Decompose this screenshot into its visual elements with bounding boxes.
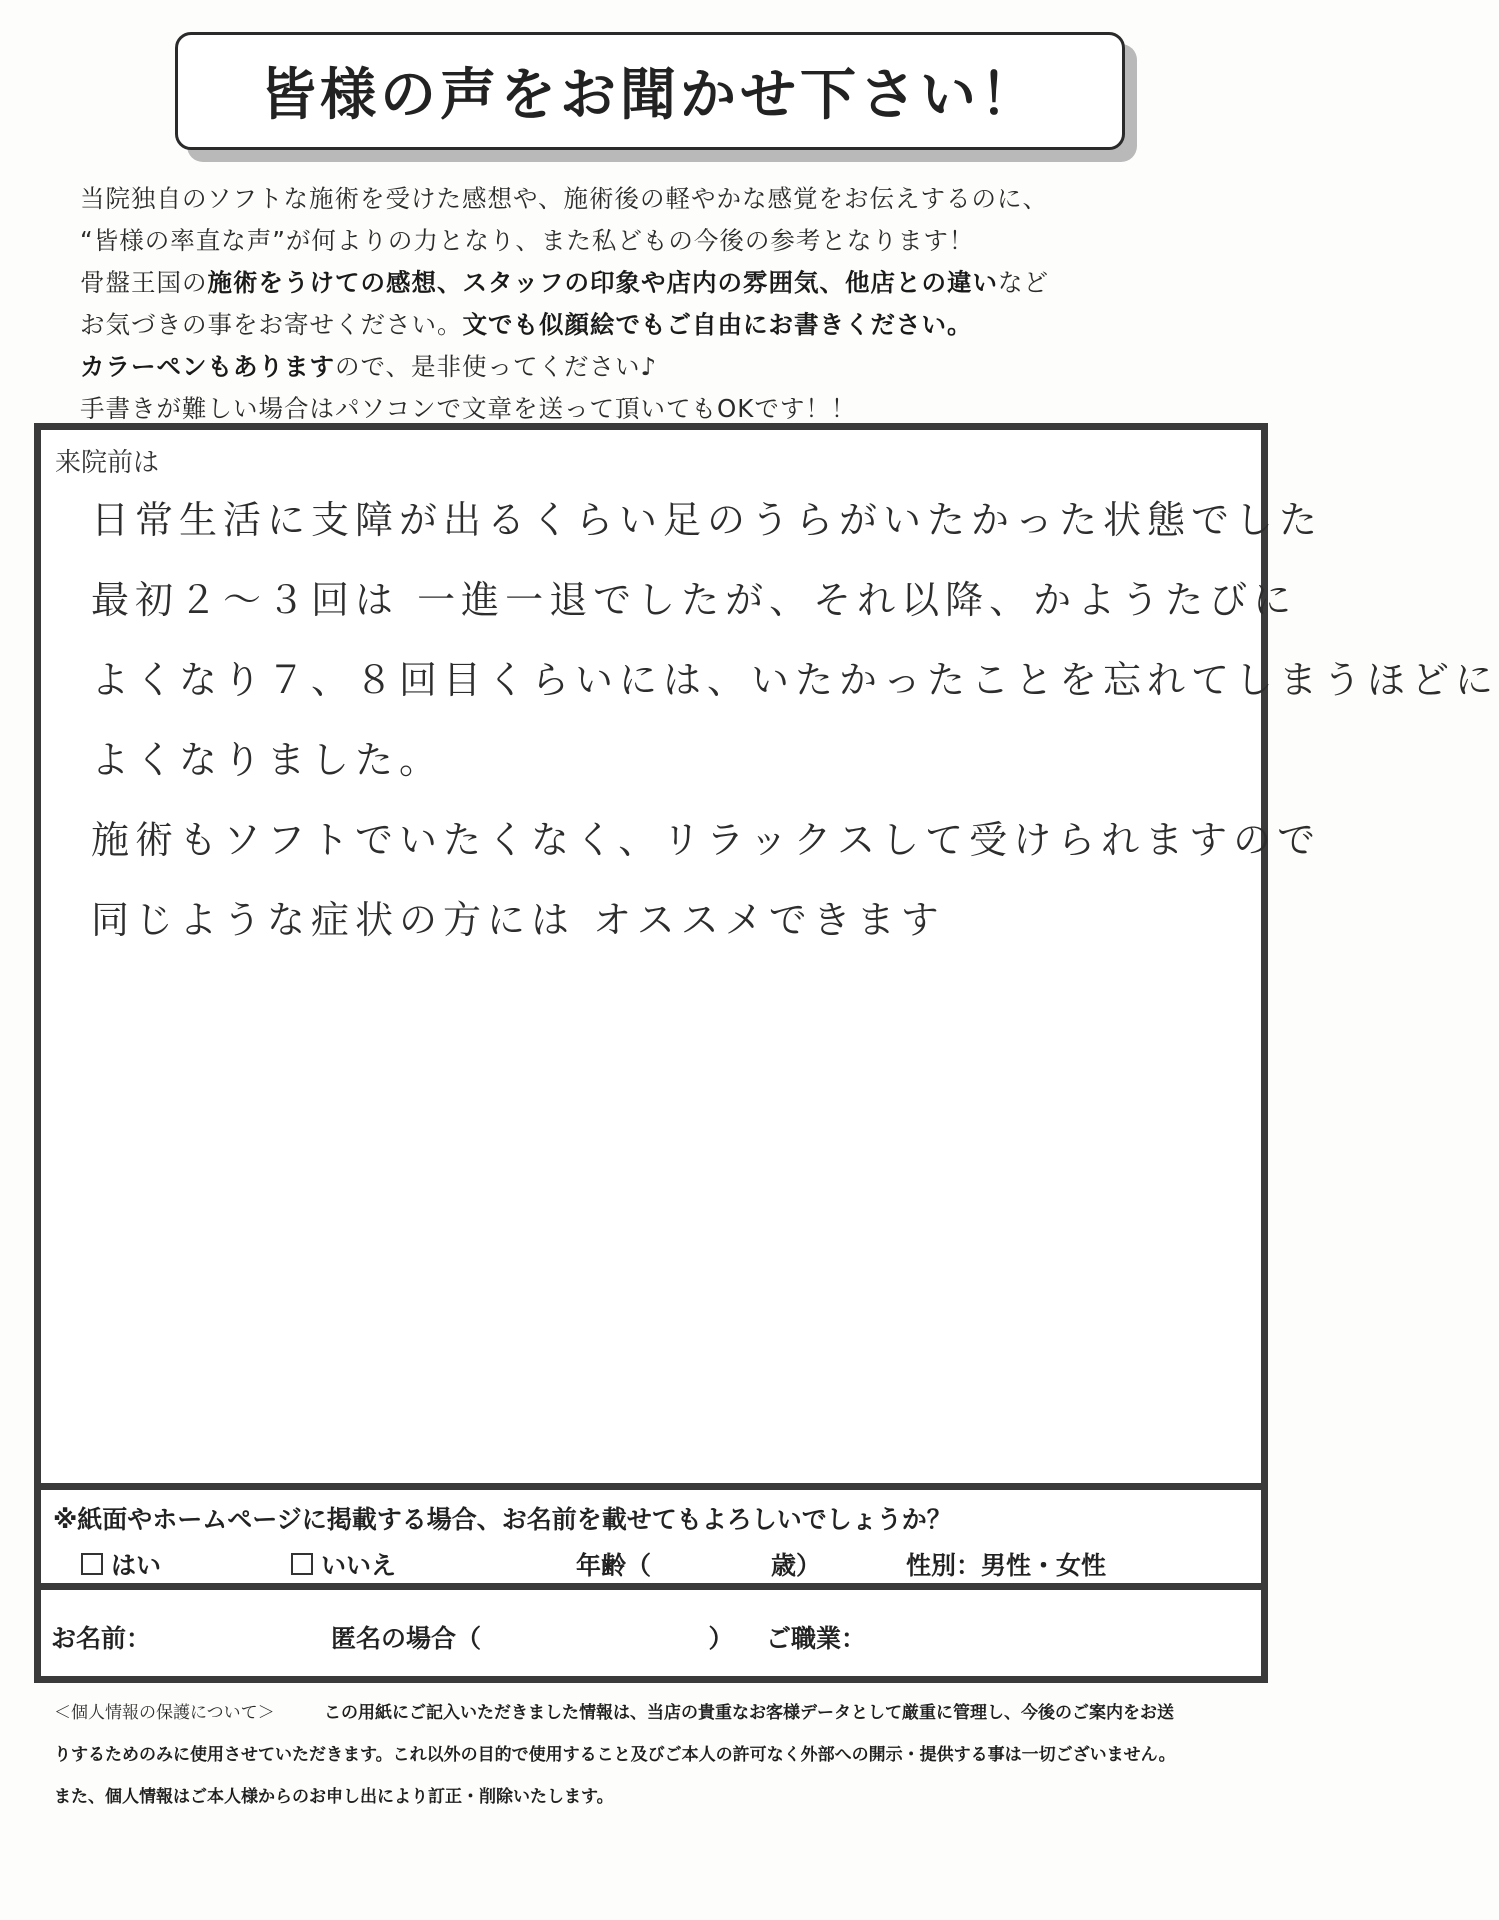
handwritten-note: 来院前は (55, 448, 160, 478)
intro-line-3-b: 施術をうけての感想、スタッフの印象や店内の雰囲気、他店との違い (207, 268, 998, 297)
intro-line-2: “皆様の率直な声”が何よりの力となり、また私どもの今後の参考となります！ (80, 226, 975, 255)
intro-line-5 (80, 346, 1280, 388)
comment-area[interactable] (41, 430, 1499, 1490)
page-title: 皆様の声をお聞かせ下さい！ (260, 63, 1040, 128)
age-suffix: 歳） (771, 1551, 822, 1580)
consent-no-option[interactable] (291, 1546, 396, 1582)
intro-line-3-c: など (998, 268, 1049, 297)
comment-line: 施術もソフトでいたくなく、リラックスして受けられますので (91, 818, 1322, 862)
privacy-text-2: りするためのみに使用させていただきます。これ以外の目的で使用すること及びご本人の許可なく外部への開示・提供する事は一切ございません。 (54, 1745, 1176, 1765)
intro-line-4-a: お気づきの事をお寄せください。 (80, 310, 463, 339)
no-checkbox[interactable] (291, 1553, 313, 1575)
handwritten-comment (91, 480, 1499, 960)
privacy-heading: ＜個人情報の保護について＞ (54, 1703, 275, 1723)
age-label: 年齢（ (576, 1551, 652, 1580)
comment-line: 同じような症状の方には オススメできます (91, 898, 945, 942)
gender-field[interactable]: 性別：男性・女性 (906, 1551, 1107, 1580)
privacy-notice (54, 1692, 1254, 1818)
name-field[interactable]: お名前： (51, 1624, 152, 1653)
comment-line: 日常生活に支障が出るくらい足のうらがいたかった状態でした (91, 498, 1324, 542)
yes-checkbox[interactable] (81, 1553, 103, 1575)
privacy-text-3: また、個人情報はご本人様からのお申し出により訂正・削除いたします。 (54, 1787, 614, 1807)
intro-line-5-b: ので、是非使ってください♪ (335, 352, 658, 381)
yes-label: はい (111, 1551, 162, 1580)
occupation-field[interactable]: ご職業： (766, 1624, 867, 1653)
intro-line-4 (80, 304, 1280, 346)
consent-question: ※紙面やホームページに掲載する場合、お名前を載せてもよろしいでしょうか？ (53, 1505, 952, 1534)
intro-line-3 (80, 262, 1280, 304)
title-banner (175, 32, 1125, 150)
consent-yes-option[interactable] (81, 1546, 161, 1582)
feedback-form (34, 423, 1499, 1683)
privacy-line-3 (54, 1776, 1254, 1818)
intro-line-3-a: 骨盤王国の (80, 268, 208, 297)
no-label: いいえ (321, 1551, 397, 1580)
title-box (175, 32, 1125, 150)
comment-line: よくなり７、８回目くらいには、いたかったことを忘れてしまうほどに (91, 658, 1499, 702)
intro-line-6: 手書きが難しい場合はパソコンで文章を送って頂いてもOKです！！ (80, 394, 857, 423)
age-field[interactable] (576, 1546, 821, 1582)
anon-label: 匿名の場合（ (331, 1624, 482, 1653)
intro-paragraph (80, 178, 1280, 430)
privacy-text-1: この用紙にご記入いただきました情報は、当店の貴重なお客様データとして厳重に管理し、今後のご案内をお送 (324, 1703, 1174, 1723)
consent-section (41, 1490, 1261, 1590)
name-section (41, 1597, 1261, 1676)
intro-line-1: 当院独自のソフトな施術を受けた感想や、施術後の軽やかな感覚をお伝えするのに、 (80, 184, 1049, 213)
privacy-line-1 (54, 1692, 1254, 1734)
comment-line: よくなりました。 (91, 738, 444, 782)
privacy-line-2 (54, 1734, 1254, 1776)
anonymous-name-field[interactable] (331, 1619, 733, 1655)
intro-line-5-a: カラーペンもあります (80, 352, 335, 381)
intro-line-4-b: 文でも似顔絵でもご自由にお書きください。 (462, 310, 973, 339)
comment-line: 最初２～３回は 一進一退でしたが、それ以降、かようたびに (91, 578, 1298, 622)
anon-close: ） (708, 1624, 734, 1653)
